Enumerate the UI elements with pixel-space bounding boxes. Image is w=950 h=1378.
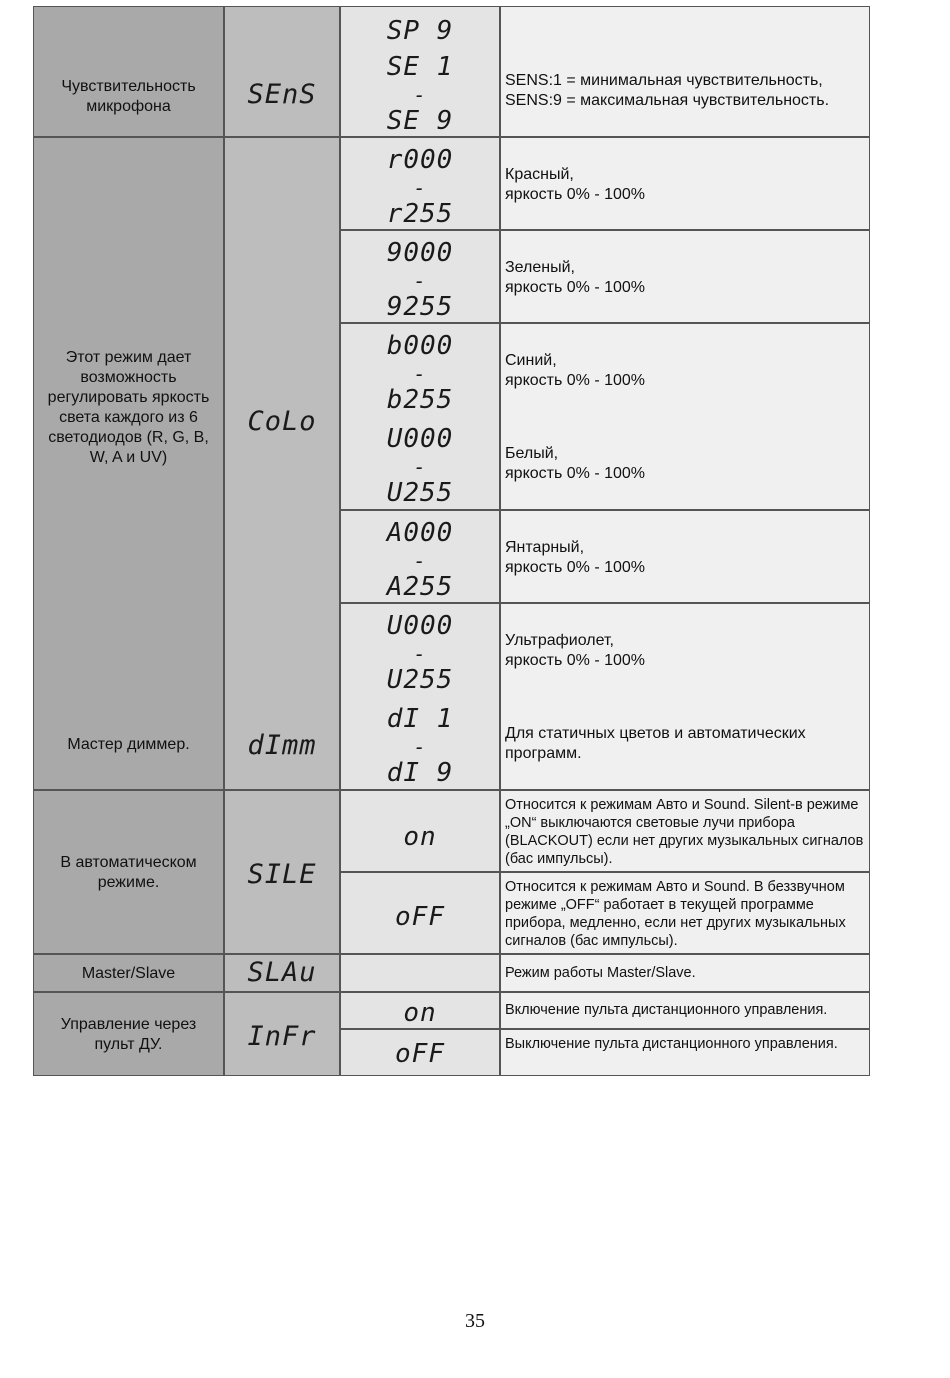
infr-on-desc-cell [500,992,870,1029]
channel-display-line: - [413,362,427,386]
infr-display: on [403,998,437,1028]
sile-code: SILE [247,859,317,890]
channel-desc-line: яркость 0% - 100% [505,652,646,669]
sens-desc-cell [500,6,870,137]
sile-off-desc-cell [500,872,870,954]
sile-label: В автоматическом режиме. [60,854,197,891]
dim-desc: Для статичных цветов и автоматических программ. [505,725,806,762]
channel-uv-dim-desc-cell [500,603,870,790]
sens-desc-line: SENS:1 = минимальная чувствительность, [505,72,823,89]
sile-desc: Относится к режимам Авто и Sound. В беззвучном режиме „OFF“ работает в текущей программе прибора, медленно, если нет других музыкальных сигналов (бас импульсы). [505,879,846,949]
channel-display-line: - [413,176,427,200]
sens-display-cell [340,6,500,137]
channel-display-line: A255 [386,572,454,602]
channel-desc-line: яркость 0% - 100% [505,465,646,482]
slav-label-cell [33,954,224,992]
channel-desc-line: Ультрафиолет, [505,632,614,649]
channel-display-line: - [413,642,427,666]
channel-desc-line: яркость 0% - 100% [505,372,646,389]
sile-off-display-cell [340,872,500,954]
channel-display-line: 9255 [386,292,454,322]
colo-code: CoLo [247,406,317,437]
sens-desc-line: SENS:9 = максимальная чувствительность. [505,92,830,109]
infr-off-display-cell [340,1029,500,1076]
channel-red-display-cell [340,137,500,230]
sens-label: Чувствительность микрофона [61,78,196,115]
channel-display-line: - [413,455,427,479]
infr-on-display-cell [340,992,500,1029]
channel-display-line: - [413,269,427,293]
dim-display-line: dI 9 [386,758,454,788]
infr-code: InFr [247,1021,317,1052]
channel-green-desc-cell [500,230,870,323]
channel-desc-line: Синий, [505,352,557,369]
dim-code: dImm [247,730,317,761]
dim-label: Мастер диммер. [67,736,190,753]
channel-amber-display-cell [340,510,500,603]
infr-desc: Включение пульта дистанционного управления. [505,1002,828,1018]
sens-display-line: SP 9 [386,16,454,46]
channel-desc-line: яркость 0% - 100% [505,279,646,296]
infr-desc: Выключение пульта дистанционного управления. [505,1036,838,1052]
sens-display-line: - [413,83,427,107]
slav-desc: Режим работы Master/Slave. [505,965,696,981]
sens-display-line: SE 1 [386,52,454,82]
channel-amber-desc-cell [500,510,870,603]
channel-red-desc-cell [500,137,870,230]
sile-desc: Относится к режимам Авто и Sound. Silent-в режиме „ON“ выключаются световые лучи прибора (BLACKOUT) если нет других музыкальных сигналов (бас импульсы). [505,797,864,867]
channel-display-line: U255 [386,665,454,695]
sile-on-desc-cell [500,790,870,872]
slav-label: Master/Slave [81,965,176,982]
channel-green-display-cell [340,230,500,323]
channel-display-line: U000 [386,611,454,641]
sens-code-cell [224,6,340,137]
sens-label-cell [33,6,224,137]
channel-desc-line: Зеленый, [505,259,575,276]
sile-display: oFF [395,902,445,932]
colo-code-cell [224,137,340,790]
dim-display-line: dI 1 [386,704,454,734]
sile-code-cell [224,790,340,954]
sile-display: on [403,822,437,852]
sile-label-cell [33,790,224,954]
channel-desc-line: Янтарный, [505,539,585,556]
page-number: 35 [465,1310,485,1332]
channel-uv-dim-display-cell [340,603,500,790]
channel-display-line: A000 [386,518,454,548]
channel-desc-line: Белый, [505,445,559,462]
channel-display-line: b000 [386,331,454,361]
channel-desc-line: яркость 0% - 100% [505,186,646,203]
sens-display-line: SE 9 [386,106,454,136]
slav-display-cell [340,954,500,992]
channel-blue-white-display-cell [340,323,500,510]
channel-display-line: b255 [386,385,454,415]
channel-display-line: - [413,549,427,573]
slav-code-cell [224,954,340,992]
channel-display-line: U255 [386,478,454,508]
colo-label-cell [33,137,224,790]
dim-display-line: - [413,735,427,759]
infr-label: Управление через пульт ДУ. [60,1016,197,1053]
infr-off-desc-cell [500,1029,870,1076]
sens-code: SEnS [247,79,317,110]
sile-on-display-cell [340,790,500,872]
channel-display-line: r255 [386,199,454,229]
channel-display-line: U000 [386,424,454,454]
channel-desc-line: Красный, [505,166,574,183]
channel-desc-line: яркость 0% - 100% [505,559,646,576]
infr-display: oFF [395,1039,445,1069]
slav-code: SLAu [247,957,317,988]
channel-display-line: 9000 [386,238,454,268]
infr-code-cell [224,992,340,1076]
channel-display-line: r000 [386,145,454,175]
infr-label-cell [33,992,224,1076]
colo-label: Этот режим дает возможность регулировать яркость света каждого из 6 светодиодов (R, G, B, W, A и UV) [47,349,210,466]
slav-desc-cell [500,954,870,992]
channel-blue-white-desc-cell [500,323,870,510]
